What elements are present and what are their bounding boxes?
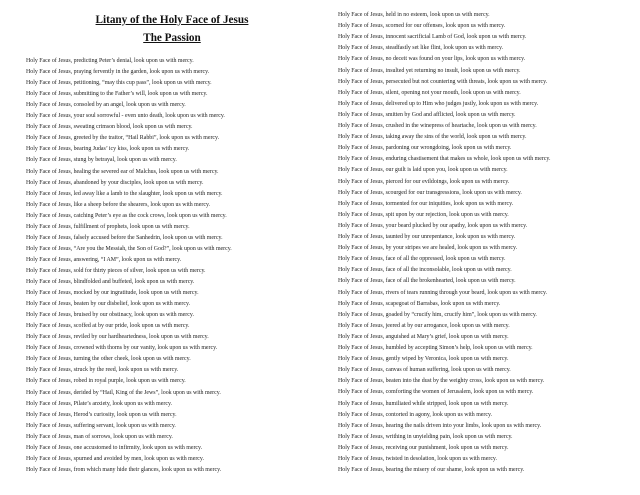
litany-line: Holy Face of Jesus, spurned and avoided by men, look upon us with mercy. — [26, 455, 204, 462]
litany-line: Holy Face of Jesus, scourged for our transgressions, look upon us with mercy. — [338, 189, 522, 196]
litany-line: Holy Face of Jesus, bruised by our obstinacy, look upon us with mercy. — [26, 312, 194, 319]
litany-line: Holy Face of Jesus, from which many hide their glances, look upon us with mercy. — [26, 466, 222, 473]
litany-line: Holy Face of Jesus, bearing the misery of our shame, look upon us with mercy. — [338, 467, 525, 474]
litany-line: Holy Face of Jesus, twisted in desolation, look upon us with mercy. — [338, 456, 497, 462]
litany-line: Holy Face of Jesus, taking away the sins of the world, look upon us with mercy. — [338, 134, 527, 141]
litany-line: Holy Face of Jesus, blindfolded and buffeted, look upon us with mercy. — [26, 279, 195, 285]
litany-line: Holy Face of Jesus, catching Peter’s eye as the cock crows, look upon us with mercy. — [26, 212, 227, 219]
litany-line: Holy Face of Jesus, no deceit was found on your lips, look upon us with mercy. — [338, 56, 526, 63]
litany-line: Holy Face of Jesus, our guilt is laid upon you, look upon us with mercy. — [338, 167, 508, 174]
document-subtitle — [26, 32, 318, 45]
litany-line: Holy Face of Jesus, like a sheep before the shearers, look upon us with mercy. — [26, 201, 210, 208]
litany-line: Holy Face of Jesus, led away like a lamb to the slaughter, look upon us with mercy. — [26, 190, 223, 197]
litany-line: Holy Face of Jesus, reviled by our hardheartedness, look upon us with mercy. — [26, 334, 209, 341]
litany-line: Holy Face of Jesus, gently wiped by Veronica, look upon us with mercy. — [338, 356, 509, 363]
litany-line: Holy Face of Jesus, robed in royal purple, look upon us with mercy. — [26, 378, 186, 385]
litany-line: Holy Face of Jesus, answering, “I AM”, look upon us with mercy. — [26, 256, 182, 263]
litany-line: Holy Face of Jesus, innocent sacrificial Lamb of God, look upon us with mercy. — [338, 34, 527, 41]
litany-line: Holy Face of Jesus, steadfastly set like flint, look upon us with mercy. — [338, 45, 504, 52]
document-title-text: Litany of the Holy Face of Jesus — [95, 14, 249, 26]
litany-line: Holy Face of Jesus, hearing the nails driven into your limbs, look upon us with mercy. — [338, 422, 542, 429]
litany-line: Holy Face of Jesus, by your stripes we are healed, look upon us with mercy. — [338, 245, 518, 252]
litany-line: Holy Face of Jesus, humiliated while stripped, look upon us with mercy. — [338, 400, 509, 407]
litany-line: Holy Face of Jesus, delivered up to Him who judges justly, look upon us with mercy. — [338, 100, 539, 107]
litany-line: Holy Face of Jesus, taunted by our unrepentance, look upon us with mercy. — [338, 234, 516, 240]
document-subtitle-text: The Passion — [143, 32, 201, 44]
litany-line: Holy Face of Jesus, stung by betrayal, look upon us with mercy. — [26, 157, 177, 164]
litany-line: Holy Face of Jesus, tormented for our iniquities, look upon us with mercy. — [338, 200, 514, 207]
litany-line: Holy Face of Jesus, rivers of tears running through your beard, look upon us with mercy. — [338, 289, 548, 296]
litany-line: Holy Face of Jesus, fulfillment of prophets, look upon us with mercy. — [26, 223, 190, 230]
litany-line: Holy Face of Jesus, your beard plucked by our apathy, look upon us with mercy. — [338, 222, 528, 229]
litany-line: Holy Face of Jesus, anguished at Mary’s grief, look upon us with mercy. — [338, 333, 509, 340]
litany-line: Holy Face of Jesus, beaten by our disbelief, look upon us with mercy. — [26, 301, 191, 308]
litany-line: Holy Face of Jesus, humbled by accepting Simon’s help, look upon us with mercy. — [338, 345, 533, 351]
litany-line: Holy Face of Jesus, crushed in the winepress of heartache, look upon us with mercy. — [338, 123, 537, 129]
litany-line: Holy Face of Jesus, sold for thirty pieces of silver, look upon us with mercy. — [26, 267, 206, 274]
litany-line: Holy Face of Jesus, receiving our punishment, look upon us with mercy. — [338, 444, 509, 451]
litany-line: Holy Face of Jesus, struck by the reed, look upon us with mercy. — [26, 367, 179, 374]
litany-line: Holy Face of Jesus, scorned for our offenses, look upon us with mercy. — [338, 23, 506, 30]
litany-line: Holy Face of Jesus, praying fervently in the garden, look upon us with mercy. — [26, 69, 210, 76]
litany-line: Holy Face of Jesus, mocked by our ingratitude, look upon us with mercy. — [26, 290, 199, 297]
litany-line: Holy Face of Jesus, beaten into the dust by the weighty cross, look upon us with mercy. — [338, 378, 545, 385]
litany-line: Holy Face of Jesus, healing the severed ear of Malchus, look upon us with mercy. — [26, 168, 219, 175]
litany-line: Holy Face of Jesus, smitten by God and afflicted, look upon us with mercy. — [338, 111, 516, 118]
litany-line: Holy Face of Jesus, suffering servant, look upon us with mercy. — [26, 422, 176, 429]
litany-line: Holy Face of Jesus, greeted by the traitor, “Hail Rabbi”, look upon us with mercy. — [26, 135, 220, 142]
litany-line: Holy Face of Jesus, submitting to the Father’s will, look upon us with mercy. — [26, 91, 208, 98]
litany-line: Holy Face of Jesus, one accustomed to infirmity, look upon us with mercy. — [26, 444, 203, 451]
litany-line: Holy Face of Jesus, comforting the women of Jerusalem, look upon us with mercy. — [338, 389, 534, 396]
litany-line: Holy Face of Jesus, bearing Judas’ icy kiss, look upon us with mercy. — [26, 146, 190, 153]
litany-line: Holy Face of Jesus, sweating crimson blood, look upon us with mercy. — [26, 124, 193, 131]
litany-line: Holy Face of Jesus, scoffed at by our pride, look upon us with mercy. — [26, 323, 190, 330]
litany-line: Holy Face of Jesus, scapegoat of Barrabas, look upon us with mercy. — [338, 300, 501, 307]
litany-line: Holy Face of Jesus, your soul sorrowful - even unto death, look upon us with mercy. — [26, 113, 225, 120]
litany-line: Holy Face of Jesus, writhing in unyielding pain, look upon us with mercy. — [338, 433, 513, 440]
litany-line: Holy Face of Jesus, face of all the brokenhearted, look upon us with mercy. — [338, 278, 516, 285]
litany-line: Holy Face of Jesus, silent, opening not your mouth, look upon us with mercy. — [338, 89, 521, 96]
litany-line: Holy Face of Jesus, canvas of human suffering, look upon us with mercy. — [338, 367, 511, 374]
litany-line: Holy Face of Jesus, turning the other cheek, look upon us with mercy. — [26, 356, 191, 363]
litany-line: Holy Face of Jesus, consoled by an angel, look upon us with mercy. — [26, 102, 186, 109]
litany-line: Holy Face of Jesus, face of all the oppressed, look upon us with mercy. — [338, 256, 506, 263]
litany-line: Holy Face of Jesus, pierced for our evildoings, look upon us with mercy. — [338, 178, 510, 185]
litany-line: Holy Face of Jesus, persecuted but not countering with threats, look upon us with mercy. — [338, 78, 548, 85]
litany-line: Holy Face of Jesus, “Are you the Messiah, the Son of God?”, look upon us with mercy. — [26, 245, 232, 252]
litany-line: Holy Face of Jesus, man of sorrows, look upon us with mercy. — [26, 433, 173, 440]
litany-line: Holy Face of Jesus, contorted in agony, look upon us with mercy. — [338, 411, 493, 418]
litany-line: Holy Face of Jesus, derided by “Hail, King of the Jews”, look upon us with mercy. — [26, 389, 221, 396]
litany-line: Holy Face of Jesus, spit upon by our rejection, look upon us with mercy. — [338, 211, 509, 218]
litany-line: Holy Face of Jesus, falsely accused before the Sanhedrin, look upon us with mercy. — [26, 234, 223, 241]
litany-line: Holy Face of Jesus, Pilate’s anxiety, look upon us with mercy. — [26, 400, 172, 407]
litany-line: Holy Face of Jesus, held in no esteem, look upon us with mercy. — [338, 12, 490, 18]
litany-line: Holy Face of Jesus, jeered at by our arrogance, look upon us with mercy. — [338, 322, 510, 329]
litany-line: Holy Face of Jesus, face of all the inconsolable, look upon us with mercy. — [338, 267, 512, 274]
litany-line: Holy Face of Jesus, insulted yet returning no insult, look upon us with mercy. — [338, 67, 521, 74]
litany-line: Holy Face of Jesus, predicting Peter’s denial, look upon us with mercy. — [26, 58, 194, 64]
litany-line: Holy Face of Jesus, pardoning our wrongdoing, look upon us with mercy. — [338, 145, 512, 152]
document-title — [26, 14, 318, 27]
litany-line: Holy Face of Jesus, abandoned by your disciples, look upon us with mercy. — [26, 179, 204, 186]
litany-line: Holy Face of Jesus, enduring chastisement that makes us whole, look upon us with mercy. — [338, 156, 551, 163]
litany-line: Holy Face of Jesus, crowned with thorns by our vanity, look upon us with mercy. — [26, 345, 218, 352]
litany-line: Holy Face of Jesus, goaded by “crucify him, crucify him”, look upon us with mercy. — [338, 311, 537, 318]
litany-line: Holy Face of Jesus, petitioning, “may this cup pass”, look upon us with mercy. — [26, 80, 212, 87]
litany-line: Holy Face of Jesus, Herod’s curiosity, look upon us with mercy. — [26, 411, 177, 418]
